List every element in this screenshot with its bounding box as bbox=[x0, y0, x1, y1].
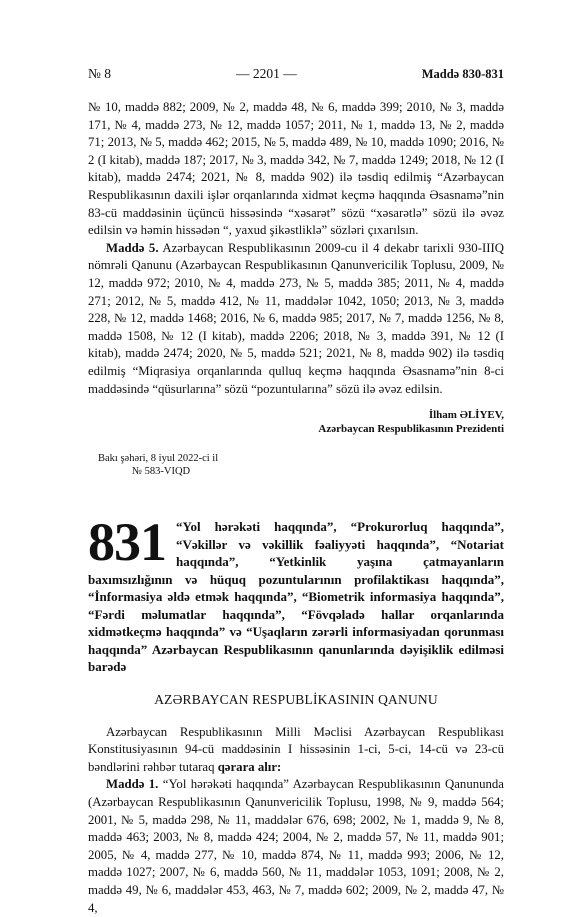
signatory-name: İlham ƏLİYEV, bbox=[428, 409, 504, 422]
law-title: “Yol hərəkəti haqqında”, “Prokurorluq haqqında”, “Vəkillər və vəkillik fəaliyyəti haqqında”, “Notariat haqqında”, “Yetkinlik yaşına çatmayanların baxımsızlığının və hüquq pozuntularının profilaktikası haqqında”, “İnformasiya əldə etmək haqqında”, “Biometrik informasiya haqqında”, “Fərdi məlumatlar haqqında”, “Fövqəladə hallar orqanlarında xidmətkeçmə haqqında” və “Uşaqların zərərli informasiyadan qorunması haqqında” Azərbaycan Respublikasının qanunlarında dəyişiklik edilməsi barədə bbox=[88, 519, 504, 675]
continued-paragraph: № 10, maddə 882; 2009, № 2, maddə 48, № 6, maddə 399; 2010, № 3, maddə 171, № 4, maddə 273, № 12, maddə 1057; 2011, № 1, maddə 13, № 2, maddə 71; 2013, № 5, maddə 462; 2015, № 5, maddə 489, № 10, maddə 1090; 2016, № 2 (I kitab), maddə 187; 2017, № 3, maddə 342, № 7, maddə 1249; 2018, № 12 (I kitab), maddə 2474; 2021, № 8, maddə 902) ilə təsdiq edilmiş “Azərbaycan Respublikasının daxili işlər orqanlarında xidmət keçmə haqqında Əsasnamə”nin 83-cü maddəsinin üçüncü hissəsində “xəsarət” sözü “xəsarətlə” sözü ilə əvəz edilsin və həmin hissədən “, yaxud şikəstliklə” sözləri çıxarılsın. bbox=[88, 100, 504, 238]
place-date-block bbox=[88, 452, 504, 478]
place-date: Bakı şəhəri, 8 iyul 2022-ci il bbox=[98, 453, 219, 465]
preamble-decision: qərara alır: bbox=[217, 759, 282, 774]
article-1-paragraph bbox=[88, 776, 504, 917]
preamble-paragraph bbox=[88, 724, 504, 777]
preamble-text: Azərbaycan Respublikasının Milli Məclisi Azərbaycan Respublikası Konstitusiyasının 94-cü maddəsinin I hissəsinin 1-ci, 5-ci, 14-cü və 23-cü bəndlərini rəhbər tutaraq bbox=[88, 724, 504, 774]
article-5-paragraph bbox=[88, 240, 504, 398]
law-heading: AZƏRBAYCAN RESPUBLİKASININ QANUNU bbox=[154, 691, 438, 707]
signature-block bbox=[88, 408, 504, 436]
issue-number: № 8 bbox=[88, 66, 112, 81]
running-header bbox=[88, 66, 504, 82]
law-number: 831 bbox=[88, 512, 166, 573]
law-reference-number: № 583-VIQD bbox=[132, 466, 191, 478]
article-1-label: Maddə 1. bbox=[106, 777, 159, 792]
article-5-text: Azərbaycan Respublikasının 2009-cu il 4 dekabr tarixli 930-IIIQ nömrəli Qanunu (Azərbaycan Respublikasının Qanunvericilik Toplusu, 2009, № 12, maddə 972; 2010, № 4, maddə 273, № 5, maddə 385; 2011, № 4, maddə 271; 2012, № 5, maddə 412, № 11, maddələr 1042, 1050; 2013, № 3, maddə 228, № 12, maddə 1468; 2016, № 6, maddə 985; 2017, № 7, maddə 1256, № 8, maddə 1508, № 12 (I kitab), maddə 2206; 2018, № 3, maddə 391, № 12 (I kitab), maddə 2474; 2020, № 5, maddə 521; 2021, № 8, maddə 902) ilə təsdiq edilmiş “Miqrasiya orqanlarında qulluq keçmə haqqında Əsasnamə”nin 8-ci maddəsində “qüsurlarına” sözü “pozuntularına” sözü ilə əvəz edilsin. bbox=[88, 240, 504, 396]
article-5-label: Maddə 5. bbox=[106, 240, 159, 255]
law-title-block bbox=[88, 512, 504, 676]
article-range: Maddə 830-831 bbox=[421, 67, 504, 81]
signatory-title: Azərbaycan Respublikasının Prezidenti bbox=[318, 423, 504, 436]
page-number: — 2201 — bbox=[235, 66, 297, 81]
article-1-text: “Yol hərəkəti haqqında” Azərbaycan Respublikasının Qanununda (Azərbaycan Respublikasının Qanunvericilik Toplusu, 1998, № 9, maddə 564; 2001, № 5, maddə 298, № 11, maddələr 676, 698; 2002, № 1, maddə 9, № 8, maddə 463; 2003, № 8, maddə 424; 2004, № 2, maddə 57, № 11, maddə 901; 2005, № 4, maddə 277, № 10, maddə 874, № 11, maddə 993; 2006, № 12, maddə 1027; 2007, № 6, maddə 560, № 11, maddələr 1053, 1091; 2008, № 2, maddə 49, № 6, maddələr 453, 463, № 7, maddə 602; 2009, № 2, maddə 47, № 4, bbox=[88, 777, 504, 915]
